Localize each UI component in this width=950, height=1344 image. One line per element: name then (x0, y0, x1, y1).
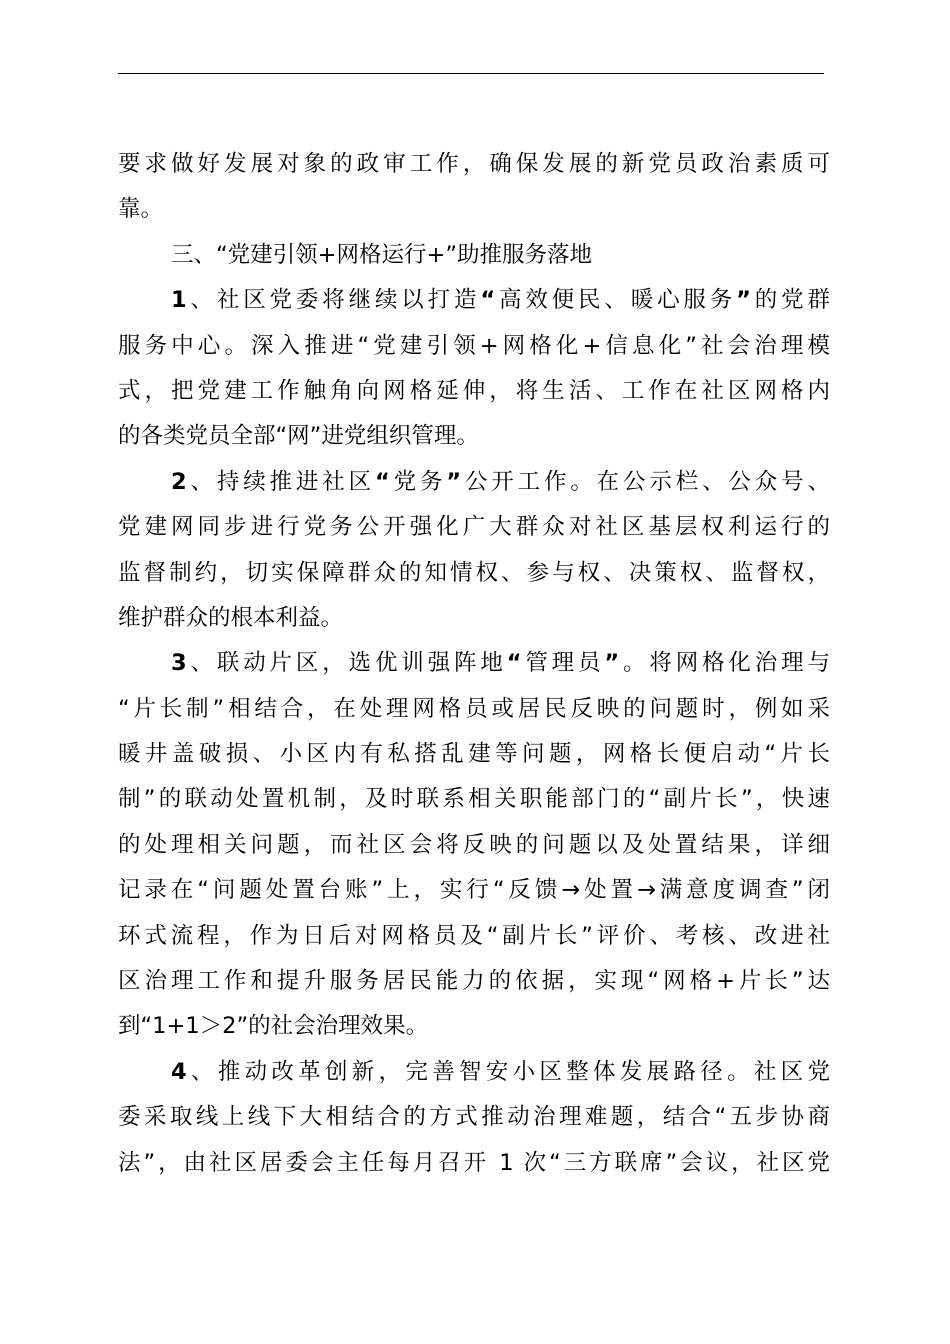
section-heading (118, 233, 830, 278)
item-number: 2 (171, 468, 187, 495)
text-line (118, 505, 830, 550)
text-line (118, 868, 830, 913)
text-run: 记录在“问题处置台账”上，实行“反馈→处置→满意度调查”闭 (118, 877, 830, 904)
text-run: 式，把党建工作触角向网格延伸，将生活、工作在社区网格内 (118, 377, 830, 404)
text-line (118, 187, 830, 232)
quote-mark: ” (604, 650, 620, 677)
paragraph-start (118, 641, 830, 686)
text-run: 服务中心。深入推进“党建引领+网格化+信息化”社会治理模 (118, 332, 830, 359)
text-run: “片长制”相结合，在处理网格员或居民反映的问题时，例如采 (118, 695, 830, 722)
text-run: 环式流程，作为日后对网格员及“副片长”评价、考核、改进社 (118, 922, 830, 949)
text-line (118, 596, 830, 641)
text-run: 的党群 (750, 287, 830, 314)
quote-mark: “ (506, 650, 522, 677)
text-run: 三、“党建引领+网格运行+”助推服务落地 (171, 241, 593, 268)
text-run: 、推动改革创新，完善智安小区整体发展路径。社区党 (186, 1058, 830, 1085)
text-line (118, 687, 830, 732)
text-run: 制”的联动处置机制，及时联系相关职能部门的“副片长”，快速 (118, 786, 830, 813)
text-run: 管理员 (521, 650, 605, 677)
quote-mark: “ (374, 468, 390, 495)
text-line (118, 823, 830, 868)
text-run: 。将网格化治理与 (619, 650, 830, 677)
text-run: 暖井盖破损、小区内有私搭乱建等问题，网格长便启动“片长 (118, 741, 830, 768)
text-line (118, 1095, 830, 1140)
text-run: 法”，由社区居委会主任每月召开 1 次“三方联席”会议，社区党 (118, 1149, 830, 1176)
header-rule (118, 73, 824, 74)
item-number: 4 (171, 1058, 187, 1085)
text-run: 党务 (389, 468, 447, 495)
text-line (118, 369, 830, 414)
text-run: 高效便民、暖心服务 (495, 287, 737, 314)
text-run: 靠。 (118, 196, 164, 223)
text-run: 党建网同步进行党务公开强化广大群众对社区基层权利运行的 (118, 514, 830, 541)
document-body (118, 142, 830, 1186)
text-run: 委采取线上线下大相结合的方式推动治理难题，结合“五步协商 (118, 1104, 830, 1131)
text-line (118, 1004, 830, 1049)
quote-mark: “ (480, 287, 496, 314)
text-line (118, 1141, 830, 1186)
text-run: 公开工作。在公示栏、公众号、 (461, 468, 830, 495)
quote-mark: ” (736, 287, 751, 314)
paragraph-start (118, 278, 830, 323)
text-run: 到“1+1＞2”的社会治理效果。 (118, 1013, 429, 1040)
text-run: 的处理相关问题，而社区会将反映的问题以及处置结果，详细 (118, 831, 830, 858)
text-line (118, 732, 830, 777)
paragraph-start (118, 1050, 830, 1095)
quote-mark: ” (446, 468, 462, 495)
text-run: 区治理工作和提升服务居民能力的依据，实现“网格+片长”达 (118, 968, 830, 995)
text-run: 的各类党员全部“网”进党组织管理。 (118, 423, 479, 450)
text-line (118, 777, 830, 822)
item-number: 3 (171, 650, 187, 677)
text-run: 、持续推进社区 (186, 468, 375, 495)
text-run: 、联动片区，选优训强阵地 (186, 650, 507, 677)
text-run: 监督制约，切实保障群众的知情权、参与权、决策权、监督权， (118, 559, 830, 586)
text-line (118, 142, 830, 187)
text-run: 要求做好发展对象的政审工作，确保发展的新党员政治素质可 (118, 151, 830, 177)
text-line (118, 914, 830, 959)
text-line (118, 324, 830, 369)
item-number: 1 (171, 287, 187, 314)
text-line (118, 959, 830, 1004)
text-run: 、社区党委将继续以打造 (186, 287, 481, 314)
text-line (118, 414, 830, 459)
text-run: 维护群众的根本利益。 (118, 604, 344, 631)
paragraph-start (118, 460, 830, 505)
text-line (118, 551, 830, 596)
